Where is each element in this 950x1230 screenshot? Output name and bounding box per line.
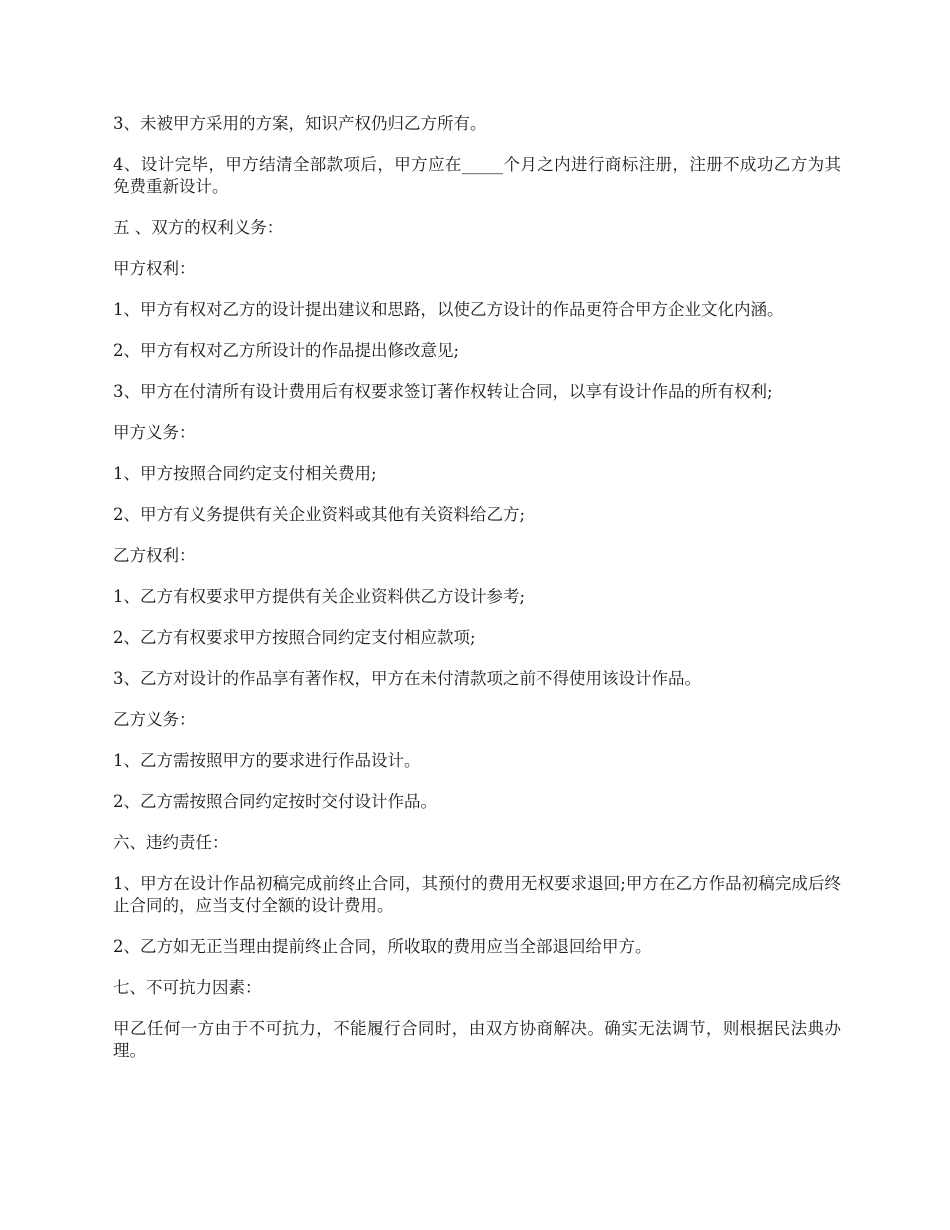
paragraph-party-b-right-1: 1、乙方有权要求甲方提供有关企业资料供乙方设计参考; [113, 587, 526, 606]
document-body [113, 113, 841, 1081]
paragraph-breach-2: 2、乙方如无正当理由提前终止合同，所收取的费用应当全部退回给甲方。 [113, 937, 652, 956]
subheading-party-b-obligations: 乙方义务： [113, 710, 196, 729]
paragraph-party-a-right-2: 2、甲方有权对乙方所设计的作品提出修改意见; [113, 341, 460, 360]
paragraph-party-b-obligation-1: 1、乙方需按照甲方的要求进行作品设计。 [113, 751, 421, 770]
subheading-party-b-rights: 乙方权利： [113, 546, 196, 565]
subheading-party-a-rights: 甲方权利： [113, 259, 196, 278]
paragraph-party-a-obligation-2: 2、甲方有义务提供有关企业资料或其他有关资料给乙方; [113, 505, 526, 524]
paragraph-force-majeure: 甲乙任何一方由于不可抗力，不能履行合同时，由双方协商解决。确实无法调节，则根据民法典办理。 [113, 1019, 841, 1060]
section-heading-rights-obligations: 五 、双方的权利义务： [113, 218, 284, 237]
paragraph-party-b-right-2: 2、乙方有权要求甲方按照合同约定支付相应款项; [113, 628, 476, 647]
paragraph-party-b-right-3: 3、乙方对设计的作品享有著作权，甲方在未付清款项之前不得使用该设计作品。 [113, 669, 701, 688]
paragraph-clause-4-trademark: 4、设计完毕，甲方结清全部款项后，甲方应在_____个月之内进行商标注册，注册不成功乙方为其免费重新设计。 [113, 155, 841, 196]
paragraph-party-a-right-3: 3、甲方在付清所有设计费用后有权要求签订著作权转让合同，以享有设计作品的所有权利; [113, 382, 773, 401]
section-heading-force-majeure: 七、不可抗力因素： [113, 978, 262, 997]
section-heading-breach-liability: 六、违约责任： [113, 833, 229, 852]
paragraph-party-b-obligation-2: 2、乙方需按照合同约定按时交付设计作品。 [113, 792, 437, 811]
subheading-party-a-obligations: 甲方义务： [113, 423, 196, 442]
paragraph-party-a-obligation-1: 1、甲方按照合同约定支付相关费用; [113, 464, 377, 483]
paragraph-party-a-right-1: 1、甲方有权对乙方的设计提出建议和思路，以使乙方设计的作品更符合甲方企业文化内涵。 [113, 300, 784, 319]
paragraph-breach-1: 1、甲方在设计作品初稿完成前终止合同，其预付的费用无权要求退回;甲方在乙方作品初稿完成后终止合同的，应当支付全额的设计费用。 [113, 874, 841, 915]
paragraph-clause-3-ip: 3、未被甲方采用的方案，知识产权仍归乙方所有。 [113, 114, 487, 133]
